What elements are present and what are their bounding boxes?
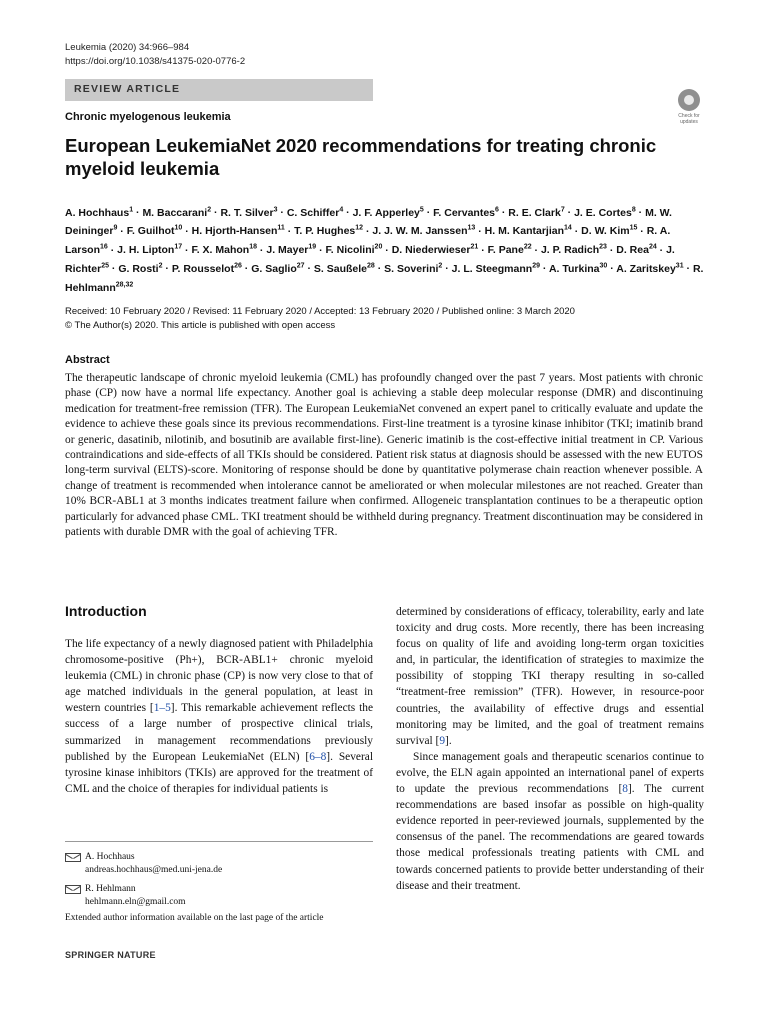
- author-affiliation: 30: [599, 262, 608, 270]
- author-name: R. A. Larson: [65, 225, 671, 257]
- article-title: European LeukemiaNet 2020 recommendations for treating chronic myeloid leukemia: [65, 135, 657, 179]
- author-affiliation: 1: [129, 206, 134, 213]
- author-entry[interactable]: [266, 244, 316, 256]
- author-name: M. W. Deininger: [65, 206, 672, 238]
- correspondence-name: R. Hehlmann: [85, 884, 136, 894]
- envelope-icon: [65, 885, 81, 894]
- author-affiliation: 2: [438, 262, 443, 270]
- citation-link[interactable]: 6–8: [309, 750, 327, 763]
- author-name: H. M. Kantarjian: [484, 225, 565, 238]
- author-affiliation: 10: [174, 224, 183, 232]
- correspondence-name-row: [65, 883, 373, 896]
- intro-text: ]. This remarkable achievement reflects the success of a large number of prospective clinical trials, summarized in management recommendations previously published by the European LeukemiaNet (ELN) [: [65, 702, 373, 763]
- author-entry[interactable]: [372, 225, 475, 237]
- intro-text: determined by considerations of efficacy, tolerability, early and late toxicity and drug costs. More recently, there has been increasing focus on quality of life and avoiding long-term organ toxicities and, in particular, the identification of strategies to maximize the possibility of stopping TKI therapy resulting in so-called “treatment-free remission” (TFR). However, in resource-poor countries, the availability of effective drugs and essential monitoring may be limited, and the goal of treatment remains survival [: [396, 606, 704, 747]
- author-name: J. P. Radich: [540, 244, 600, 257]
- author-name: T. P. Hughes: [294, 225, 356, 238]
- intro-column-right: [396, 604, 704, 894]
- author-list: A. Hochhaus$^1$ · M. Baccarani$^2$ · R. T. Silver$^3$ · C. Schiffer$^4$ · J. F. Apperley$^5$ · F. Cervantes$^6$ · R. E. Clark$^7$ · J. E. Cortes$^8$ · M. W. Deininger$^9$ · F. Guilhot$^{10}$ · H. Hjorth-Hansen$^{11}$ · T. P. Hughes$^{12}$ · J. J. W. M. Janssen$^{13}$ · H. M. Kantarjian$^{14}$ · D. W. Kim$^{15}$ · R. A. Larson$^{16}$ · J. H. Lipton$^{17}$ · F. X. Mahon$^{18}$ · J. Mayer$^{19}$ · F. Nicolini$^{20}$ · D. Niederwieser$^{21}$ · F. Pane$^{22}$ · J. P. Radich$^{23}$ · D. Rea$^{24}$ · J. Richter$^{25}$ · G. Rosti$^2$ · P. Rousselot$^{26}$ · G. Saglio$^{27}$ · S. Saußele$^{28}$ · S. Soverini$^2$ · J. L. Steegmann$^{29}$ · A. Turkina$^{30}$ · A. Zaritskey$^{31}$ · R. Hehlmann$^{28,32}$: [65, 206, 704, 294]
- citation-link[interactable]: 8: [622, 783, 628, 796]
- author-affiliation: 28,32: [115, 281, 134, 289]
- author-entry[interactable]: [192, 225, 285, 237]
- correspondence-block: [65, 851, 373, 909]
- author-entry[interactable]: [142, 207, 211, 219]
- envelope-icon: [65, 853, 81, 862]
- author-entry[interactable]: [294, 225, 363, 237]
- author-affiliation: 25: [101, 262, 109, 270]
- author-affiliation: 28: [367, 262, 375, 270]
- author-name: G. Rosti: [118, 262, 159, 275]
- article-dates: [65, 305, 715, 333]
- author-entry[interactable]: [616, 244, 656, 256]
- author-affiliation: 8: [631, 206, 636, 213]
- author-entry[interactable]: [488, 244, 532, 256]
- extended-author-info: Extended author information available on the last page of the article: [65, 913, 324, 923]
- author-affiliation: 23: [599, 243, 607, 251]
- author-name: J. H. Lipton: [117, 244, 175, 257]
- author-name: D. W. Kim: [581, 225, 630, 238]
- author-entry[interactable]: [191, 244, 257, 256]
- author-entry[interactable]: [326, 244, 383, 256]
- author-name: G. Saglio: [251, 262, 297, 275]
- author-name: J. Mayer: [266, 244, 309, 257]
- check-for-updates-caption: Check for updates: [678, 113, 700, 125]
- author-affiliation: 26: [234, 262, 242, 270]
- author-entry[interactable]: [384, 263, 442, 275]
- check-for-updates-badge[interactable]: [674, 89, 704, 125]
- author-entry[interactable]: [485, 225, 572, 237]
- author-affiliation: 21: [470, 243, 479, 251]
- author-name: S. Saußele: [313, 262, 367, 275]
- doi-link[interactable]: https://doi.org/10.1038/s41375-020-0776-2: [65, 56, 246, 67]
- author-entry[interactable]: [220, 207, 277, 219]
- author-entry[interactable]: [118, 263, 162, 275]
- author-affiliation: 9: [113, 224, 118, 232]
- intro-paragraph-right-2: [396, 749, 704, 894]
- author-entry[interactable]: [549, 263, 607, 275]
- author-affiliation: 7: [560, 206, 565, 213]
- author-affiliation: 20: [374, 243, 383, 251]
- check-for-updates-icon: [678, 89, 700, 111]
- author-name: R. T. Silver: [220, 206, 274, 219]
- author-affiliation: 14: [564, 224, 572, 232]
- author-name: J. Richter: [65, 244, 675, 275]
- author-entry[interactable]: [581, 225, 637, 237]
- author-name: F. Guilhot: [126, 225, 175, 238]
- author-name: R. Hehlmann: [65, 262, 704, 294]
- correspondence-email[interactable]: hehlmann.eln@gmail.com: [85, 897, 186, 907]
- author-affiliation: 12: [355, 224, 364, 232]
- intro-text: ]. The current recommendations are based insofar as possible on high-quality evidence reported in peer-reviewed journals, supplemented by the consensus of the panel. The recommendations are geared towards those medical professionals treating patients with CML and towards concerned patients to provide better understanding of their disease and their treatment.: [396, 783, 704, 892]
- author-entry[interactable]: [172, 263, 242, 275]
- author-entry[interactable]: [251, 263, 304, 275]
- author-affiliation: 19: [308, 243, 317, 251]
- intro-text: ]. Several tyrosine kinase inhibitors (TKIs) are approved for the treatment of CML and the choice of therapies for individual patients is: [65, 750, 373, 795]
- footnote-divider: [65, 841, 373, 842]
- author-affiliation: 11: [277, 224, 285, 232]
- author-name: D. Niederwieser: [391, 244, 471, 257]
- author-entry[interactable]: [508, 207, 564, 219]
- author-name: S. Soverini: [384, 262, 439, 275]
- author-affiliation: 5: [419, 206, 424, 213]
- article-type-label: REVIEW ARTICLE: [74, 83, 181, 95]
- author-entry[interactable]: [433, 207, 499, 219]
- abstract-heading: Abstract: [65, 354, 110, 366]
- intro-paragraph-right-1: [396, 604, 704, 749]
- author-entry[interactable]: [392, 244, 479, 256]
- author-affiliation: 22: [523, 243, 532, 251]
- intro-text: Since management goals and therapeutic scenarios continue to evolve, the ELN again appointed an international panel of experts to update the previous recommendations [: [396, 750, 704, 796]
- author-name: F. X. Mahon: [191, 244, 250, 257]
- author-entry[interactable]: [127, 225, 183, 237]
- author-name: J. J. W. M. Janssen: [372, 225, 468, 238]
- author-name: H. Hjorth-Hansen: [191, 225, 278, 238]
- author-affiliation: 31: [675, 262, 684, 270]
- journal-header: [65, 41, 245, 69]
- author-entry[interactable]: [574, 207, 636, 219]
- abstract-body: The therapeutic landscape of chronic myeloid leukemia (CML) has profoundly changed over the past 7 years. Most patients with chronic phase (CP) now have a normal life expectancy. Another goal is achieving a stable deep molecular response (DMR) and discontinuing medication for treatment-free remission (TFR). The European LeukemiaNet convened an expert panel to critically evaluate and update the evidence to achieve these goals since its previous recommendations. First-line treatment is a tyrosine kinase inhibitor (TKI; imatinib brand or generic, dasatinib, nilotinib, and bosutinib are available first-line). Generic imatinib is the cost-effective initial treatment in CP. Various contraindications and side-effects of all TKIs should be considered. Patient risk status at diagnosis should be assessed with the new EUTOS long-term survival (ELTS)-score. Monitoring of response should be done by quantitative polymerase chain reaction whenever possible. A change of treatment is recommended when intolerance cannot be ameliorated or when molecular milestones are not reached. Greater than 10% BCR-ABL1 at 3 months indicates treatment failure when confirmed. Allogeneic transplantation continues to be a therapeutic option particularly for advanced phase CML. TKI treatment should be withheld during pregnancy. Treatment discontinuation may be considered in patients with durable DMR with the goal of achieving TFR.: [65, 372, 703, 539]
- author-name: J. E. Cortes: [574, 206, 632, 219]
- author-entry[interactable]: [314, 263, 375, 275]
- author-name: R. E. Clark: [508, 206, 561, 219]
- author-affiliation: 6: [495, 206, 499, 213]
- author-name: D. Rea: [616, 244, 649, 257]
- author-name: F. Cervantes: [433, 206, 496, 219]
- copyright-line: © The Author(s) 2020. This article is published with open access: [65, 320, 336, 331]
- article-type-banner: [65, 79, 373, 101]
- author-name: A. Hochhaus: [65, 206, 130, 219]
- author-entry[interactable]: [452, 263, 540, 275]
- citation-link[interactable]: 1–5: [153, 702, 171, 715]
- author-affiliation: 13: [467, 224, 476, 232]
- author-name: A. Zaritskey: [616, 262, 676, 275]
- history-dates: Received: 10 February 2020 / Revised: 11 February 2020 / Accepted: 13 February 2020 / Published online: 3 March 2020: [65, 306, 575, 317]
- citation-link[interactable]: 9: [439, 734, 446, 747]
- intro-paragraph-left: [65, 636, 373, 797]
- correspondence-email[interactable]: andreas.hochhaus@med.uni-jena.de: [85, 865, 223, 875]
- author-name: A. Turkina: [548, 262, 600, 275]
- author-affiliation: 3: [273, 206, 278, 213]
- journal-citation: Leukemia (2020) 34:966–984: [65, 42, 190, 53]
- publisher-logo: SPRINGER NATURE: [65, 950, 156, 960]
- author-entry[interactable]: [117, 244, 182, 256]
- author-entry[interactable]: [616, 263, 683, 275]
- author-name: M. Baccarani: [142, 206, 208, 219]
- author-name: P. Rousselot: [171, 262, 235, 275]
- author-affiliation: 2: [158, 262, 163, 270]
- author-affiliation: 17: [174, 243, 183, 251]
- author-affiliation: 27: [296, 262, 305, 270]
- author-name: J. F. Apperley: [352, 206, 420, 219]
- intro-text: ].: [445, 734, 452, 747]
- author-affiliation: 4: [339, 206, 344, 213]
- author-affiliation: 15: [629, 224, 638, 232]
- introduction-heading: Introduction: [65, 603, 147, 619]
- author-name: J. L. Steegmann: [451, 262, 533, 275]
- author-entry[interactable]: [287, 207, 343, 219]
- section-label: Chronic myelogenous leukemia: [65, 111, 231, 123]
- author-affiliation: 16: [100, 243, 108, 251]
- author-entry[interactable]: [353, 207, 424, 219]
- author-entry[interactable]: [541, 244, 607, 256]
- correspondence-name-row: [65, 851, 373, 864]
- author-affiliation: 24: [648, 243, 657, 251]
- author-affiliation: 18: [249, 243, 258, 251]
- author-name: F. Nicolini: [325, 244, 375, 257]
- author-affiliation: 2: [207, 206, 212, 213]
- author-affiliation: 29: [532, 262, 540, 270]
- author-name: C. Schiffer: [286, 206, 340, 219]
- author-name: F. Pane: [487, 244, 524, 257]
- correspondence-name: A. Hochhaus: [85, 852, 135, 862]
- intro-text: The life expectancy of a newly diagnosed patient with Philadelphia chromosome-positive (Ph+), BCR-ABL1+ chronic myeloid leukemia (CML) in chronic phase (CP) is now very close to that of age matched individuals in the general population, at least in western countries [: [65, 638, 373, 715]
- author-entry[interactable]: [65, 207, 133, 219]
